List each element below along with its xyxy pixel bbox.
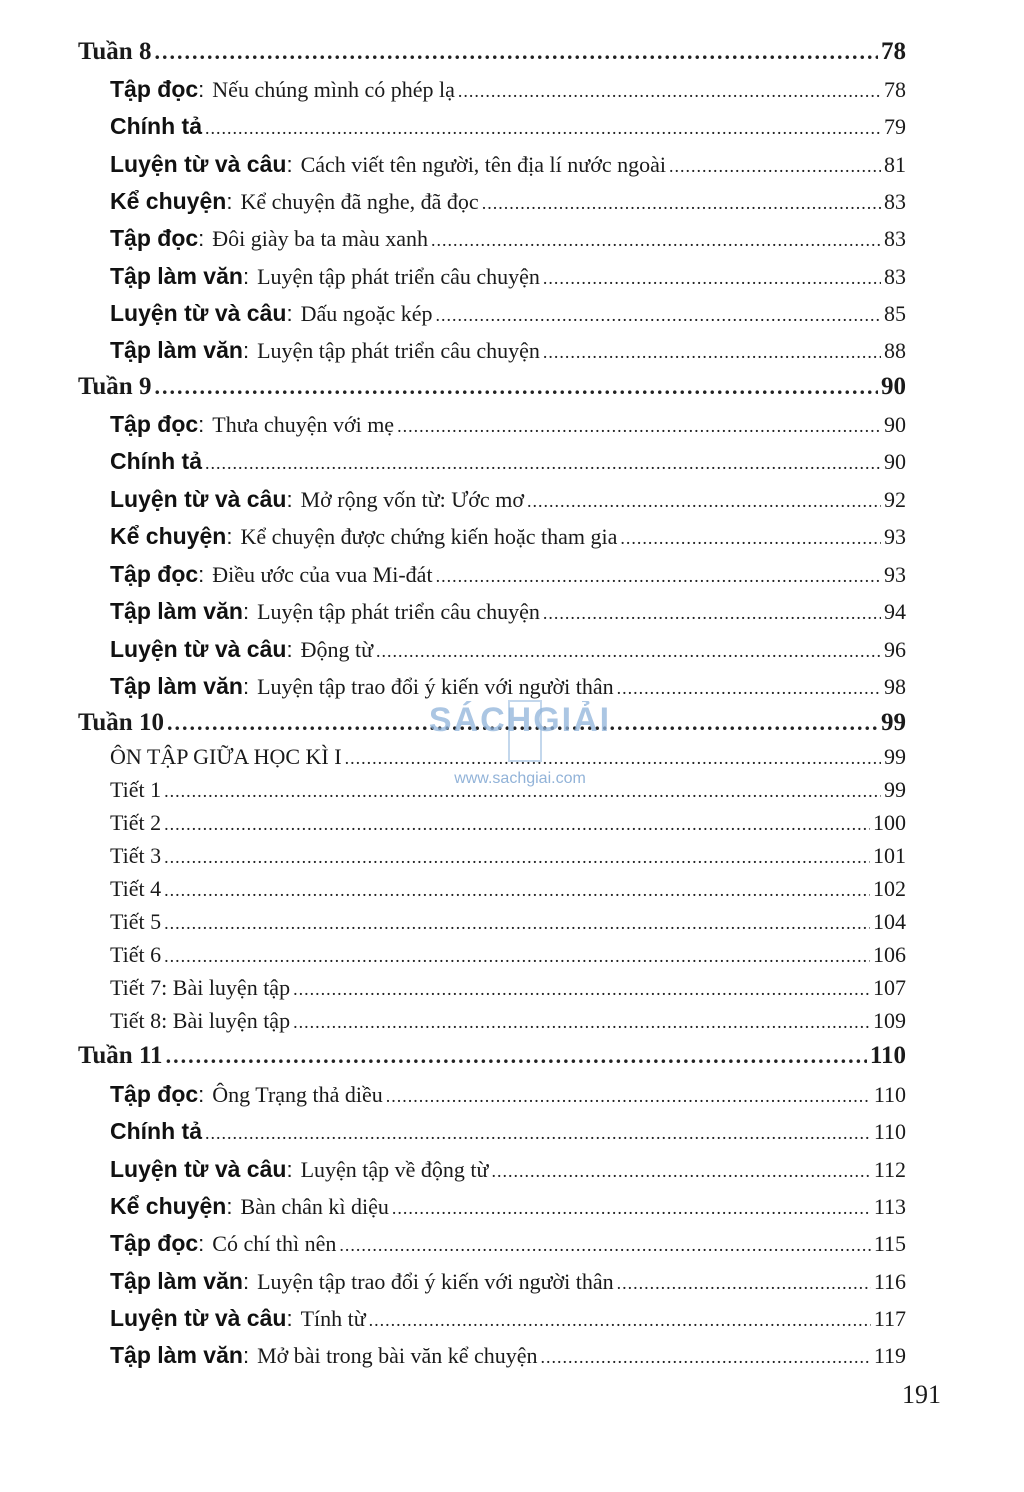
label-separator: :	[226, 189, 233, 214]
page-ref: 93	[884, 524, 906, 549]
toc-plain-entry	[110, 777, 906, 811]
page-ref: 83	[884, 189, 906, 214]
lesson-type-label: Luyện từ và câu	[110, 486, 287, 512]
toc-entry	[110, 1081, 906, 1115]
page-ref: 101	[873, 843, 906, 868]
toc-plain-entry	[110, 942, 906, 976]
lesson-title: Luyện tập trao đổi ý kiến với người thân	[257, 1269, 614, 1294]
lesson-type-label: Tập làm văn	[110, 263, 243, 289]
dot-leader	[293, 979, 870, 1000]
dot-leader	[436, 566, 881, 587]
toc-entry	[110, 636, 906, 670]
toc-entry	[110, 448, 906, 482]
dot-leader	[164, 847, 870, 868]
page-ref: 88	[884, 338, 906, 363]
page-ref: 107	[873, 975, 906, 1000]
page-ref: 106	[873, 942, 906, 967]
dot-leader	[386, 1086, 871, 1107]
page-ref: 96	[884, 637, 906, 662]
page-ref: 119	[873, 1343, 906, 1368]
lesson-title: Tính từ	[300, 1306, 366, 1331]
toc-entry	[110, 76, 906, 110]
watermark-logo: SÁCHGIẢI	[428, 701, 612, 739]
dot-leader	[617, 1273, 871, 1294]
label-separator: :	[242, 1269, 250, 1294]
lesson-title: Luyện tập phát triển câu chuyện	[257, 264, 540, 289]
label-separator: :	[198, 77, 205, 102]
dot-leader	[164, 913, 870, 934]
lesson-type-label: Chính tả	[110, 113, 202, 139]
toc-plain-entry	[110, 876, 906, 910]
page-ref: 99	[884, 777, 906, 802]
lesson-title: Luyện tập phát triển câu chuyện	[257, 599, 540, 624]
entry-title: Tiết 4	[110, 876, 162, 901]
lesson-type-label: Tập đọc	[110, 561, 199, 587]
dot-leader	[458, 81, 881, 102]
week-title: Tuần 9	[78, 373, 152, 400]
lesson-type-label: Tập làm văn	[110, 1268, 243, 1294]
dot-leader	[543, 342, 881, 363]
lesson-type-label: Chính tả	[110, 1118, 202, 1144]
lesson-type-label: Tập làm văn	[110, 673, 243, 699]
label-separator: :	[242, 338, 250, 363]
lesson-type-label: Kể chuyện	[110, 188, 227, 214]
lesson-title: Kể chuyện đã nghe, đã đọc	[240, 189, 479, 214]
dot-leader	[617, 678, 881, 699]
toc-week-heading	[78, 38, 906, 72]
lesson-type-label: Chính tả	[110, 448, 202, 474]
page-ref: 78	[884, 77, 906, 102]
lesson-type-label: Luyện từ và câu	[110, 636, 287, 662]
lesson-title: Điều ước của vua Mi-đát	[212, 562, 433, 587]
page-ref: 90	[884, 449, 906, 474]
toc-entry	[110, 486, 906, 520]
dot-leader	[205, 118, 881, 139]
page-ref: 93	[884, 562, 906, 587]
toc-entry	[110, 673, 906, 707]
label-separator: :	[198, 412, 205, 437]
dot-leader	[669, 156, 881, 177]
page-ref: 98	[884, 674, 906, 699]
dot-leader	[154, 39, 878, 65]
toc-entry	[110, 151, 906, 185]
dot-leader	[345, 748, 881, 769]
entry-title: Tiết 8: Bài luyện tập	[110, 1008, 291, 1033]
lesson-title: Mở bài trong bài văn kể chuyện	[257, 1343, 538, 1368]
entry-title: ÔN TẬP GIỮA HỌC KÌ I	[110, 744, 342, 769]
page-ref: 90	[881, 373, 906, 400]
dot-leader	[166, 1043, 867, 1069]
page-number: 191	[902, 1380, 941, 1409]
label-separator: :	[242, 599, 250, 624]
lesson-type-label: Luyện từ và câu	[110, 151, 287, 177]
toc-plain-entry	[110, 975, 906, 1009]
toc-entry	[110, 411, 906, 445]
dot-leader	[543, 268, 881, 289]
page-ref: 110	[873, 1119, 906, 1144]
page-ref: 90	[884, 412, 906, 437]
lesson-type-label: Tập đọc	[110, 411, 199, 437]
dot-leader	[620, 528, 881, 549]
dot-leader	[339, 1235, 870, 1256]
lesson-type-label: Tập đọc	[110, 1230, 199, 1256]
dot-leader	[205, 1123, 871, 1144]
lesson-title: Ông Trạng thả diều	[212, 1082, 383, 1107]
page-ref: 78	[881, 38, 906, 65]
page-ref: 81	[884, 152, 906, 177]
toc-entry	[110, 113, 906, 147]
toc-week-heading	[78, 1042, 906, 1076]
toc-plain-entry	[110, 810, 906, 844]
lesson-type-label: Tập đọc	[110, 225, 199, 251]
page-ref: 116	[873, 1269, 906, 1294]
toc-entry	[110, 1193, 906, 1227]
entry-title: Tiết 2	[110, 810, 162, 835]
lesson-type-label: Tập làm văn	[110, 1342, 243, 1368]
page-ref: 83	[884, 226, 906, 251]
toc-entry	[110, 598, 906, 632]
entry-title: Tiết 5	[110, 909, 162, 934]
toc-entry	[110, 561, 906, 595]
toc-entry	[110, 1268, 906, 1302]
dot-leader	[293, 1012, 870, 1033]
page-ref: 117	[873, 1306, 906, 1331]
toc-plain-entry	[110, 744, 906, 778]
page-ref: 112	[873, 1157, 906, 1182]
lesson-type-label: Tập làm văn	[110, 598, 243, 624]
lesson-title: Có chí thì nên	[212, 1231, 337, 1256]
watermark-url: www.sachgiai.com	[454, 770, 586, 787]
dot-leader	[205, 453, 881, 474]
toc-entry	[110, 1342, 906, 1376]
dot-leader	[527, 491, 881, 512]
label-separator: :	[198, 226, 205, 251]
lesson-title: Cách viết tên người, tên địa lí nước ngoài	[300, 152, 666, 177]
toc-week-heading	[78, 709, 906, 743]
label-separator: :	[226, 1194, 233, 1219]
lesson-title: Đôi giày ba ta màu xanh	[212, 226, 428, 251]
lesson-title: Dấu ngoặc kép	[300, 301, 433, 326]
label-separator: :	[286, 301, 293, 326]
toc-entry	[110, 523, 906, 557]
page-ref: 85	[884, 301, 906, 326]
entry-title: Tiết 6	[110, 942, 162, 967]
label-separator: :	[198, 1231, 205, 1256]
label-separator: :	[286, 1306, 293, 1331]
page-ref: 92	[884, 487, 906, 512]
toc-entry	[110, 188, 906, 222]
lesson-title: Mở rộng vốn từ: Ước mơ	[300, 487, 524, 512]
week-title: Tuần 8	[78, 38, 152, 65]
page-ref: 113	[873, 1194, 906, 1219]
toc-plain-entry	[110, 909, 906, 943]
label-separator: :	[198, 562, 205, 587]
lesson-title: Bàn chân kì diệu	[240, 1194, 389, 1219]
lesson-type-label: Luyện từ và câu	[110, 1156, 287, 1182]
lesson-title: Động từ	[300, 637, 373, 662]
toc-plain-entry	[110, 843, 906, 877]
dot-leader	[164, 781, 881, 802]
page-ref: 104	[873, 909, 906, 934]
toc-entry	[110, 337, 906, 371]
page-ref: 94	[884, 599, 906, 624]
dot-leader	[392, 1198, 871, 1219]
toc-week-heading	[78, 373, 906, 407]
dot-leader	[376, 641, 881, 662]
page-ref: 99	[884, 744, 906, 769]
lesson-title: Kể chuyện được chứng kiến hoặc tham gia	[240, 524, 618, 549]
week-title: Tuần 10	[78, 709, 164, 736]
toc-entry	[110, 1230, 906, 1264]
toc-entry	[110, 1305, 906, 1339]
dot-leader	[482, 193, 881, 214]
label-separator: :	[242, 264, 250, 289]
page-ref: 79	[884, 114, 906, 139]
page-ref: 83	[884, 264, 906, 289]
page-ref: 99	[881, 709, 906, 736]
page-ref: 110	[873, 1082, 906, 1107]
label-separator: :	[198, 1082, 205, 1107]
page-ref: 100	[873, 810, 906, 835]
lesson-title: Luyện tập về động từ	[300, 1157, 489, 1182]
dot-leader	[154, 374, 878, 400]
lesson-title: Luyện tập phát triển câu chuyện	[257, 338, 540, 363]
dot-leader	[491, 1161, 870, 1182]
dot-leader	[543, 603, 881, 624]
dot-leader	[436, 305, 881, 326]
label-separator: :	[286, 487, 293, 512]
dot-leader	[541, 1347, 871, 1368]
lesson-type-label: Kể chuyện	[110, 1193, 227, 1219]
lesson-type-label: Kể chuyện	[110, 523, 227, 549]
label-separator: :	[226, 524, 233, 549]
lesson-title: Luyện tập trao đổi ý kiến với người thân	[257, 674, 614, 699]
lesson-type-label: Tập làm văn	[110, 337, 243, 363]
week-title: Tuần 11	[78, 1042, 163, 1069]
toc-entry	[110, 263, 906, 297]
dot-leader	[431, 230, 881, 251]
dot-leader	[369, 1310, 871, 1331]
dot-leader	[167, 710, 878, 736]
dot-leader	[164, 946, 870, 967]
toc-entry	[110, 225, 906, 259]
lesson-title: Nếu chúng mình có phép lạ	[212, 77, 455, 102]
dot-leader	[164, 880, 870, 901]
dot-leader	[164, 814, 870, 835]
label-separator: :	[242, 674, 250, 699]
label-separator: :	[242, 1343, 250, 1368]
page-ref: 109	[873, 1008, 906, 1033]
toc-entry	[110, 1156, 906, 1190]
toc-entry	[110, 300, 906, 334]
label-separator: :	[286, 152, 293, 177]
label-separator: :	[286, 637, 293, 662]
page-ref: 115	[873, 1231, 906, 1256]
page-ref: 110	[869, 1042, 906, 1069]
toc-entry	[110, 1118, 906, 1152]
toc-plain-entry	[110, 1008, 906, 1042]
dot-leader	[397, 416, 881, 437]
label-separator: :	[286, 1157, 293, 1182]
entry-title: Tiết 3	[110, 843, 162, 868]
lesson-title: Thưa chuyện với mẹ	[212, 412, 395, 437]
lesson-type-label: Tập đọc	[110, 1081, 199, 1107]
entry-title: Tiết 7: Bài luyện tập	[110, 975, 291, 1000]
lesson-type-label: Tập đọc	[110, 76, 199, 102]
page-ref: 102	[873, 876, 906, 901]
lesson-type-label: Luyện từ và câu	[110, 300, 287, 326]
lesson-type-label: Luyện từ và câu	[110, 1305, 287, 1331]
entry-title: Tiết 1	[110, 777, 162, 802]
